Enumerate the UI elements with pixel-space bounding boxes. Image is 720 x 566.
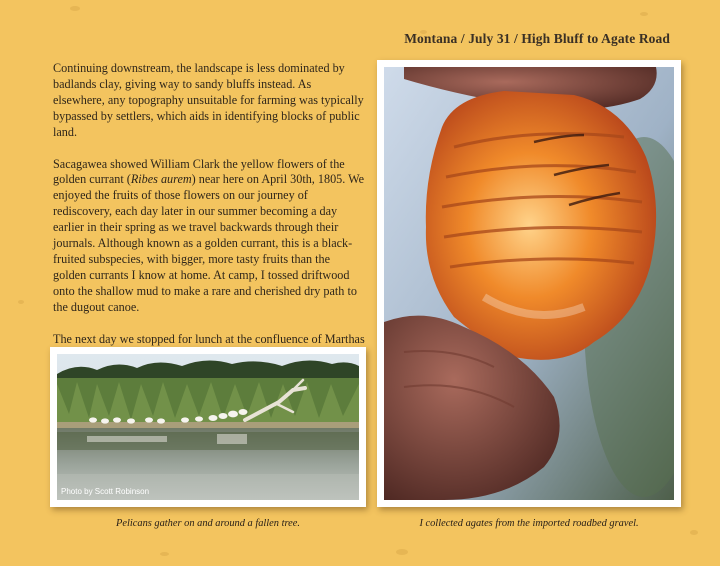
agate-caption: I collected agates from the imported roadbed gravel. xyxy=(419,518,639,529)
paper-speck xyxy=(160,552,169,556)
paragraph-3: The next day we stopped for lunch at the confluence of Marthas xyxy=(53,331,365,346)
paper-speck xyxy=(640,12,648,16)
pelicans-caption: Pelicans gather on and around a fallen tree. xyxy=(116,518,300,529)
pelicans-photo xyxy=(57,354,359,500)
paper-speck xyxy=(690,530,698,535)
paragraph-1: Continuing downstream, the landscape is less dominated by badlands clay, giving way to sandy bluffs instead. As elsewhere, any topography unsuitable for farming was typically bypassed by settlers, which aids in identifying blocks of public land. xyxy=(53,61,364,139)
photo-credit: Photo by Scott Robinson xyxy=(61,487,150,496)
paper-speck xyxy=(70,6,80,11)
page-title: Montana / July 31 / High Bluff to Agate Road xyxy=(404,31,670,46)
paragraph-2 xyxy=(53,157,366,316)
paragraph-2-start: Sacagawea showed William Clark the yellow flowers of the golden currant ( xyxy=(53,156,345,187)
agate-photo xyxy=(384,67,674,500)
paper-speck xyxy=(18,300,24,304)
species-name: Ribes aurem xyxy=(130,172,192,187)
agate-photo-frame xyxy=(377,60,681,507)
pelicans-photo-frame xyxy=(50,347,366,507)
paper-speck xyxy=(396,549,408,555)
agate-image xyxy=(384,67,674,500)
pelicans-image xyxy=(57,354,359,500)
paragraph-2-end: ) near here on April 30th, 1805. We enjoyed the fruits of those flowers on our journey of rediscovery, each day later in our summer becoming a day earlier in their spring as we travel backwards through their journals. Although known as a golden currant, this is a black-fruited subspecies, with bigger, more tasty fruits than the golden currants I know at home. At camp, I tossed driftwood onto the shallow mud to make a rare and cherished dry path to the dugout canoe. xyxy=(53,172,365,314)
